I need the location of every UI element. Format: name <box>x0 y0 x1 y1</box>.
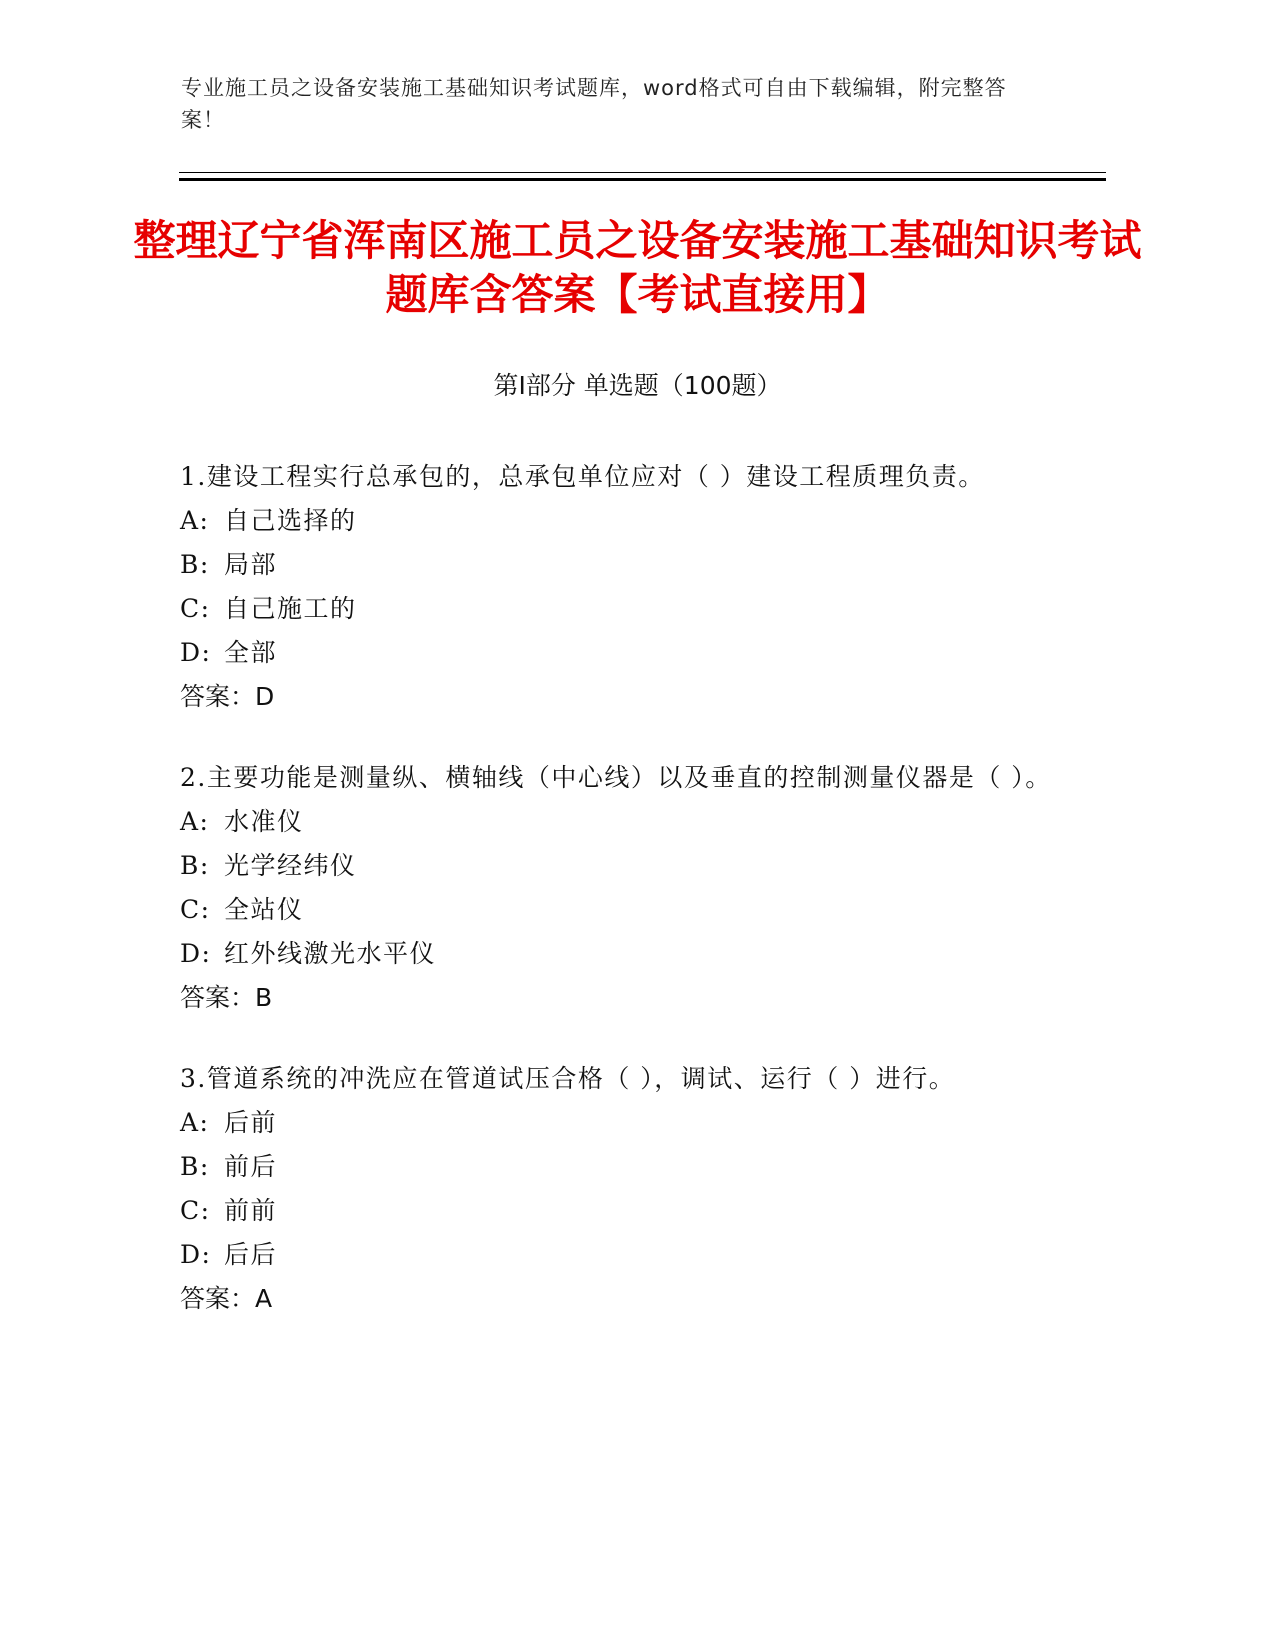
question-stem: 2.主要功能是测量纵、横轴线（中心线）以及垂直的控制测量仪器是（ ）。 <box>180 763 1052 792</box>
option-letter: A: <box>180 807 210 836</box>
option-d <box>180 932 1080 976</box>
answer-line: 答案：D <box>180 682 275 711</box>
option-text: 全部 <box>224 638 278 667</box>
option-text: 光学经纬仪 <box>224 851 357 880</box>
option-b <box>180 1145 1080 1189</box>
option-text: 红外线激光水平仪 <box>224 939 437 968</box>
option-a <box>180 499 1080 543</box>
option-letter: B: <box>180 550 210 579</box>
question-2 <box>180 756 1080 1020</box>
option-text: 前后 <box>224 1152 278 1181</box>
option-c <box>180 587 1080 631</box>
option-b <box>180 844 1080 888</box>
option-c <box>180 888 1080 932</box>
option-letter: D: <box>180 1240 212 1269</box>
option-text: 后后 <box>224 1240 278 1269</box>
option-text: 水准仪 <box>224 807 304 836</box>
option-b <box>180 543 1080 587</box>
option-text: 全站仪 <box>224 895 304 924</box>
option-letter: B: <box>180 1152 210 1181</box>
header-divider-thick <box>179 178 1106 181</box>
question-stem: 1.建设工程实行总承包的，总承包单位应对（ ）建设工程质理负责。 <box>180 462 985 491</box>
answer-line: 答案：A <box>180 1284 273 1313</box>
option-d <box>180 631 1080 675</box>
option-text: 前前 <box>224 1196 278 1225</box>
option-text: 自己施工的 <box>224 594 357 623</box>
question-list <box>180 455 1080 1358</box>
document-title: 整理辽宁省浑南区施工员之设备安装施工基础知识考试题库含答案【考试直接用】 <box>133 216 1142 319</box>
option-letter: A: <box>180 506 210 535</box>
option-letter: A: <box>180 1108 210 1137</box>
option-a <box>180 1101 1080 1145</box>
answer-line: 答案：B <box>180 983 273 1012</box>
option-letter: C: <box>180 895 211 924</box>
option-letter: C: <box>180 594 211 623</box>
option-letter: C: <box>180 1196 211 1225</box>
question-stem: 3.管道系统的冲洗应在管道试压合格（ ），调试、运行（ ）进行。 <box>180 1064 956 1093</box>
section-title: 第Ⅰ部分 单选题（100题） <box>493 371 782 400</box>
option-letter: B: <box>180 851 210 880</box>
option-letter: D: <box>180 638 212 667</box>
option-text: 局部 <box>224 550 278 579</box>
header-note: 专业施工员之设备安装施工基础知识考试题库，word格式可自由下载编辑，附完整答案！ <box>181 76 1007 132</box>
header-divider-thin <box>179 172 1106 173</box>
option-c <box>180 1189 1080 1233</box>
option-a <box>180 800 1080 844</box>
question-1 <box>180 455 1080 719</box>
question-3 <box>180 1057 1080 1321</box>
option-text: 自己选择的 <box>224 506 357 535</box>
option-letter: D: <box>180 939 212 968</box>
option-text: 后前 <box>224 1108 278 1137</box>
option-d <box>180 1233 1080 1277</box>
